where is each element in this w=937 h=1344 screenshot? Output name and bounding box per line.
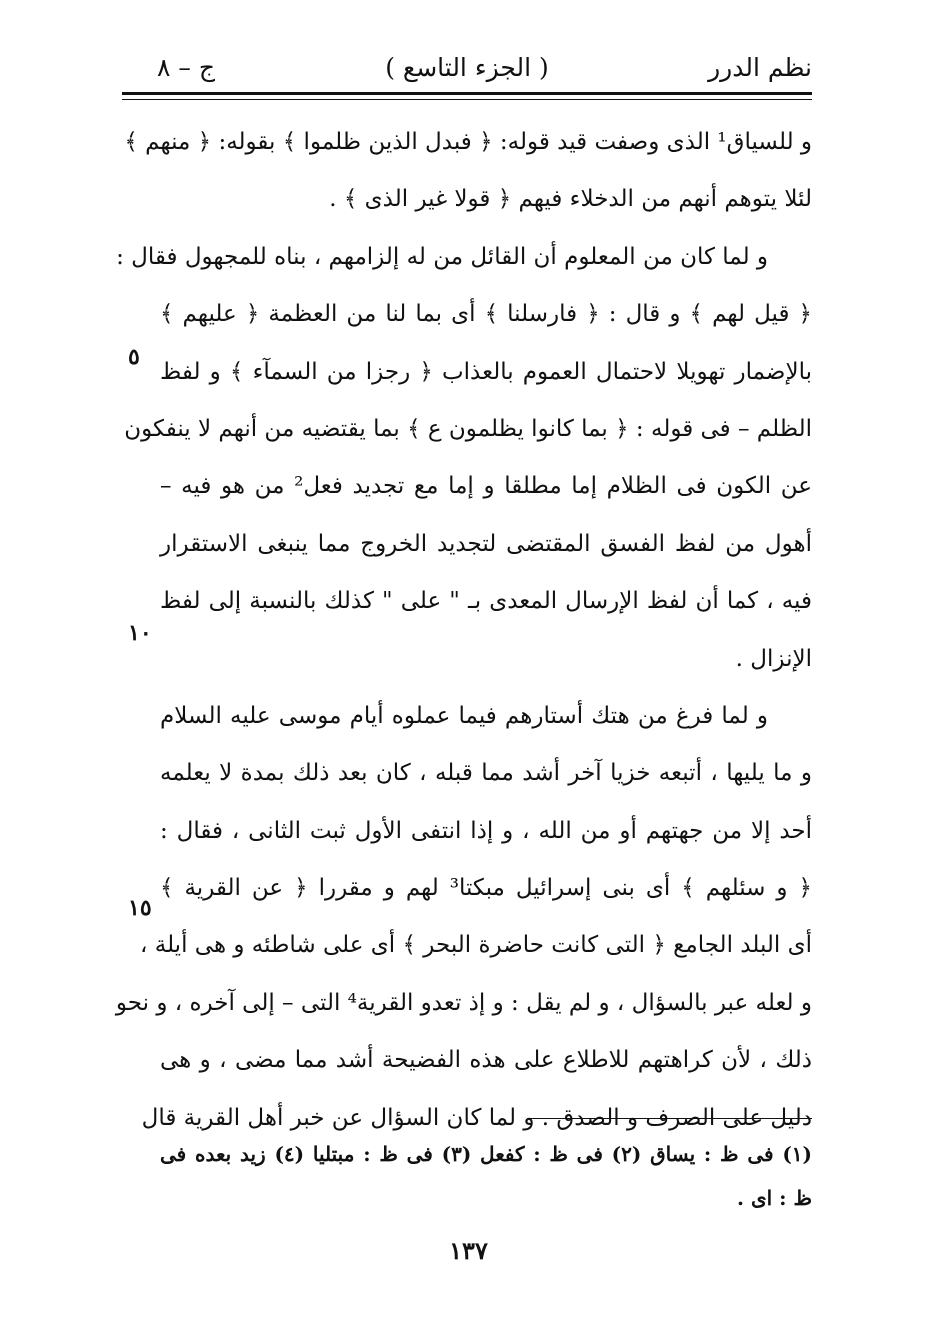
footnote-rule — [530, 1118, 812, 1119]
text-line: و لما فرغ من هتك أستارهم فيما عملوه أيام موسى عليه السلام — [160, 702, 768, 729]
text-line: لئلا يتوهم أنهم من الدخلاء فيهم ﴿ قولا غير الذى ﴾ . — [329, 186, 812, 213]
text-line: و ما يليها ، أتبعه خزيا آخر أشد مما قبله ، كان بعد ذلك بمدة لا يعلمه — [160, 760, 812, 787]
text-line: دليل على الصرف و الصدق . و لما كان السؤال عن خبر أهل القرية قال — [141, 1104, 812, 1131]
text-line: أهول من لفظ الفسق المقتضى لتجديد الخروج مما ينبغى الاستقرار — [160, 530, 812, 557]
footnote-line: (١) فى ظ : يساق (٢) فى ظ : كفعل (٣) فى ظ : مبتليا (٤) زيد بعده فى — [160, 1142, 812, 1166]
text-line: فيه ، كما أن لفظ الإرسال المعدى بـ " على " كذلك بالنسبة إلى لفظ — [160, 588, 812, 615]
text-line: ذلك ، لأن كراهتهم للاطلاع على هذه الفضيحة أشد مما مضى ، و هى — [160, 1047, 812, 1074]
running-header — [122, 48, 812, 88]
text-line: بالإضمار تهويلا لاحتمال العموم بالعذاب ﴿ رجزا من السمآء ﴾ و لفظ — [160, 358, 812, 385]
line-number-10: ١٠ — [128, 620, 152, 646]
text-line: أحد إلا من جهتهم أو من الله ، و إذا انتفى الأول ثبت الثانى ، فقال : — [160, 817, 812, 844]
line-number-5: ٥ — [128, 344, 140, 370]
footnote-line: ظ : اى . — [737, 1186, 812, 1210]
line-number-15: ١٥ — [128, 895, 152, 921]
text-line: و لعله عبر بالسؤال ، و لم يقل : و إذ تعدو القرية⁴ التى – إلى آخره ، و نحو — [115, 989, 812, 1016]
text-line: ﴿ و سئلهم ﴾ أى بنى إسرائيل مبكتا³ لهم و مقررا ﴿ عن القرية ﴾ — [160, 875, 813, 902]
text-line: و لما كان من المعلوم أن القائل من له إلزامهم ، بناه للمجهول فقال : — [116, 243, 768, 270]
part-title: ( الجزء التاسع ) — [385, 53, 549, 82]
text-line: و للسياق¹ الذى وصفت قيد قوله: ﴿ فبدل الذين ظلموا ﴾ بقوله: ﴿ منهم ﴾ — [124, 129, 812, 155]
header-rule — [122, 92, 812, 95]
volume-label: ج – ٨ — [157, 53, 215, 82]
text-line: الإنزال . — [735, 645, 812, 672]
book-title: نظم الدرر — [708, 53, 812, 82]
footnotes — [160, 1132, 812, 1220]
text-line: الظلم – فى قوله : ﴿ بما كانوا يظلمون ع ﴾ بما يقتضيه من أنهم لا ينفكون — [124, 415, 812, 442]
text-line: أى البلد الجامع ﴿ التى كانت حاضرة البحر ﴾ أى على شاطئه و هى أيلة ، — [140, 932, 812, 959]
text-line: ﴿ قيل لهم ﴾ و قال : ﴿ فارسلنا ﴾ أى بما لنا من العظمة ﴿ عليهم ﴾ — [160, 301, 812, 328]
page-number: ١٣٧ — [449, 1236, 488, 1265]
text-line: عن الكون فى الظلام إما مطلقا و إما مع تجديد فعل² من هو فيه – — [160, 473, 812, 500]
